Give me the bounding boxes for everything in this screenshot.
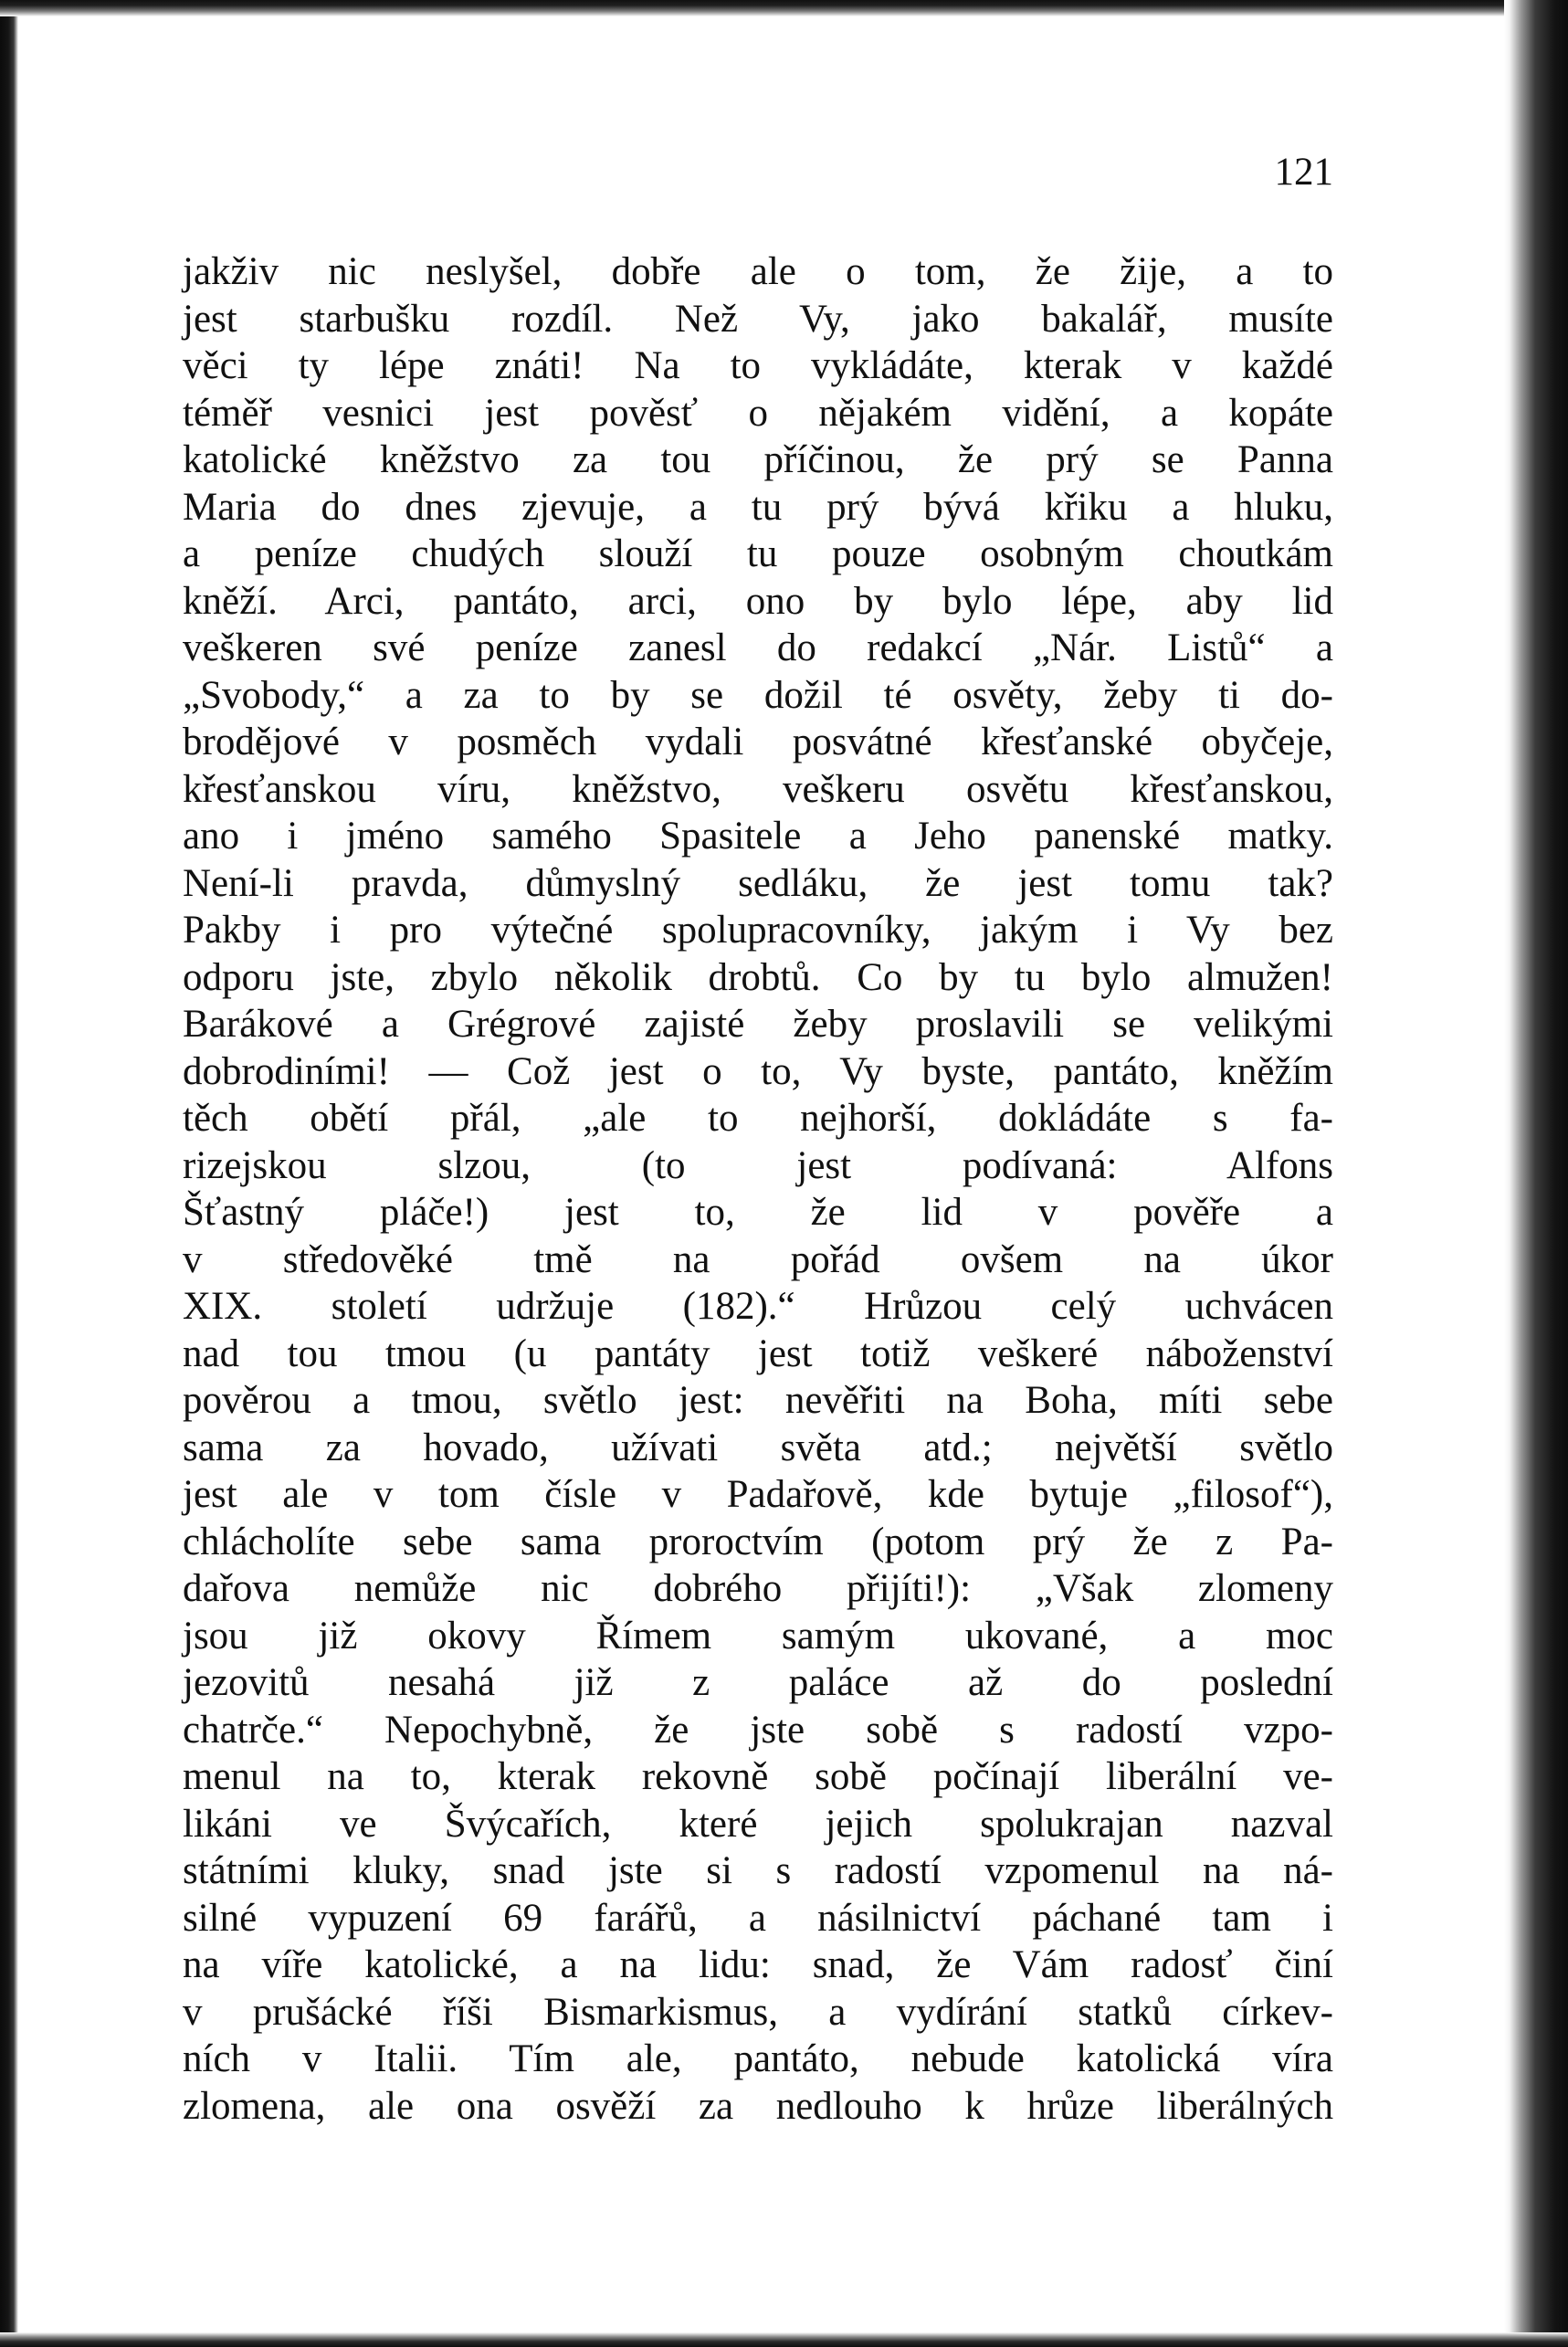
text-line: ano i jméno samého Spasitele a Jeho panenské matky.: [183, 815, 1333, 858]
text-line: Pakby i pro výtečné spolupracovníky, jakým i Vy bez: [183, 909, 1333, 952]
text-line: veškeren své peníze zanesl do redakcí „Nár. Listů“ a: [183, 626, 1333, 669]
text-line: věci ty lépe znáti! Na to vykládáte, kterak v každé: [183, 344, 1333, 387]
text-line: téměř vesnici jest pověsť o nějakém vidění, a kopáte: [183, 391, 1333, 435]
page-number: 121: [1274, 151, 1333, 194]
scan-border-right: [1504, 0, 1568, 2347]
text-line: odporu jste, zbylo několik drobtů. Co by tu bylo almužen!: [183, 955, 1333, 999]
text-line: a peníze chudých slouží tu pouze osobným choutkám: [183, 532, 1333, 575]
text-line: dobrodiními! — Což jest o to, Vy byste, pantáto, kněžím: [183, 1049, 1333, 1093]
text-line: křesťanskou víru, kněžstvo, veškeru osvětu křesťanskou,: [183, 767, 1333, 811]
text-line: dařova nemůže nic dobrého přijíti!): „Však zlomeny: [183, 1567, 1333, 1610]
text-line: silné vypuzení 69 farářů, a násilnictví páchané tam i: [183, 1896, 1333, 1940]
text-line: sama za hovado, užívati světa atd.; největší světlo: [183, 1426, 1333, 1469]
text-line: zlomena, ale ona osvěží za nedlouho k hrůze liberálných: [183, 2084, 1333, 2128]
text-line: Není-li pravda, důmyslný sedláku, že jest tomu tak?: [183, 861, 1333, 905]
text-line: jezovitů nesahá již z paláce až do poslední: [183, 1661, 1333, 1704]
text-line: katolické kněžstvo za tou příčinou, že prý se Panna: [183, 438, 1333, 481]
text-line: nad tou tmou (u pantáty jest totiž veškeré náboženství: [183, 1331, 1333, 1375]
scan-border-bottom: [0, 2332, 1568, 2347]
text-line: „Svobody,“ a za to by se dožil té osvěty, žeby ti do-: [183, 673, 1333, 717]
text-line: jest ale v tom čísle v Padařově, kde bytuje „filosof“),: [183, 1473, 1333, 1516]
text-line: rizejskou slzou, (to jest podívaná: Alfons: [183, 1143, 1333, 1187]
text-line: jakživ nic neslyšel, dobře ale o tom, že žije, a to: [183, 250, 1333, 293]
text-line: pověrou a tmou, světlo jest: nevěřiti na Boha, míti sebe: [183, 1379, 1333, 1422]
text-line: menul na to, kterak rekovně sobě počínají liberální ve-: [183, 1755, 1333, 1798]
text-line: těch obětí přál, „ale to nejhorší, dokládáte s fa-: [183, 1097, 1333, 1140]
text-line: chatrče.“ Nepochybně, že jste sobě s radostí vzpo-: [183, 1708, 1333, 1752]
body-text: [183, 248, 1333, 2130]
text-line: ních v Italii. Tím ale, pantáto, nebude katolická víra: [183, 2037, 1333, 2080]
text-line: Barákové a Grégrové zajisté žeby proslavili se velikými: [183, 1003, 1333, 1046]
text-line: kněží. Arci, pantáto, arci, ono by bylo lépe, aby lid: [183, 579, 1333, 623]
text-line: státními kluky, snad jste si s radostí vzpomenul na ná-: [183, 1849, 1333, 1892]
text-line: brodějové v posměch vydali posvátné křesťanské obyčeje,: [183, 721, 1333, 763]
scan-border-top: [0, 0, 1568, 16]
text-line: chlácholíte sebe sama proroctvím (potom prý že z Pa-: [183, 1520, 1333, 1563]
text-line: v prušácké říši Bismarkismus, a vydírání statků církev-: [183, 1990, 1333, 2034]
text-line: jsou již okovy Římem samým ukované, a moc: [183, 1614, 1333, 1658]
scan-border-left: [0, 0, 18, 2347]
text-line: na víře katolické, a na lidu: snad, že Vám radosť činí: [183, 1943, 1333, 1986]
text-line: Maria do dnes zjevuje, a tu prý bývá křiku a hluku,: [183, 485, 1333, 529]
text-line: v středověké tmě na pořád ovšem na úkor: [183, 1237, 1333, 1281]
text-line: XIX. století udržuje (182).“ Hrůzou celý uchvácen: [183, 1285, 1333, 1328]
text-line: jest starbušku rozdíl. Než Vy, jako bakalář, musíte: [183, 297, 1333, 341]
text-line: Šťastný pláče!) jest to, že lid v pověře a: [183, 1191, 1333, 1234]
text-line: likáni ve Švýcařích, které jejich spolukrajan nazval: [183, 1802, 1333, 1846]
